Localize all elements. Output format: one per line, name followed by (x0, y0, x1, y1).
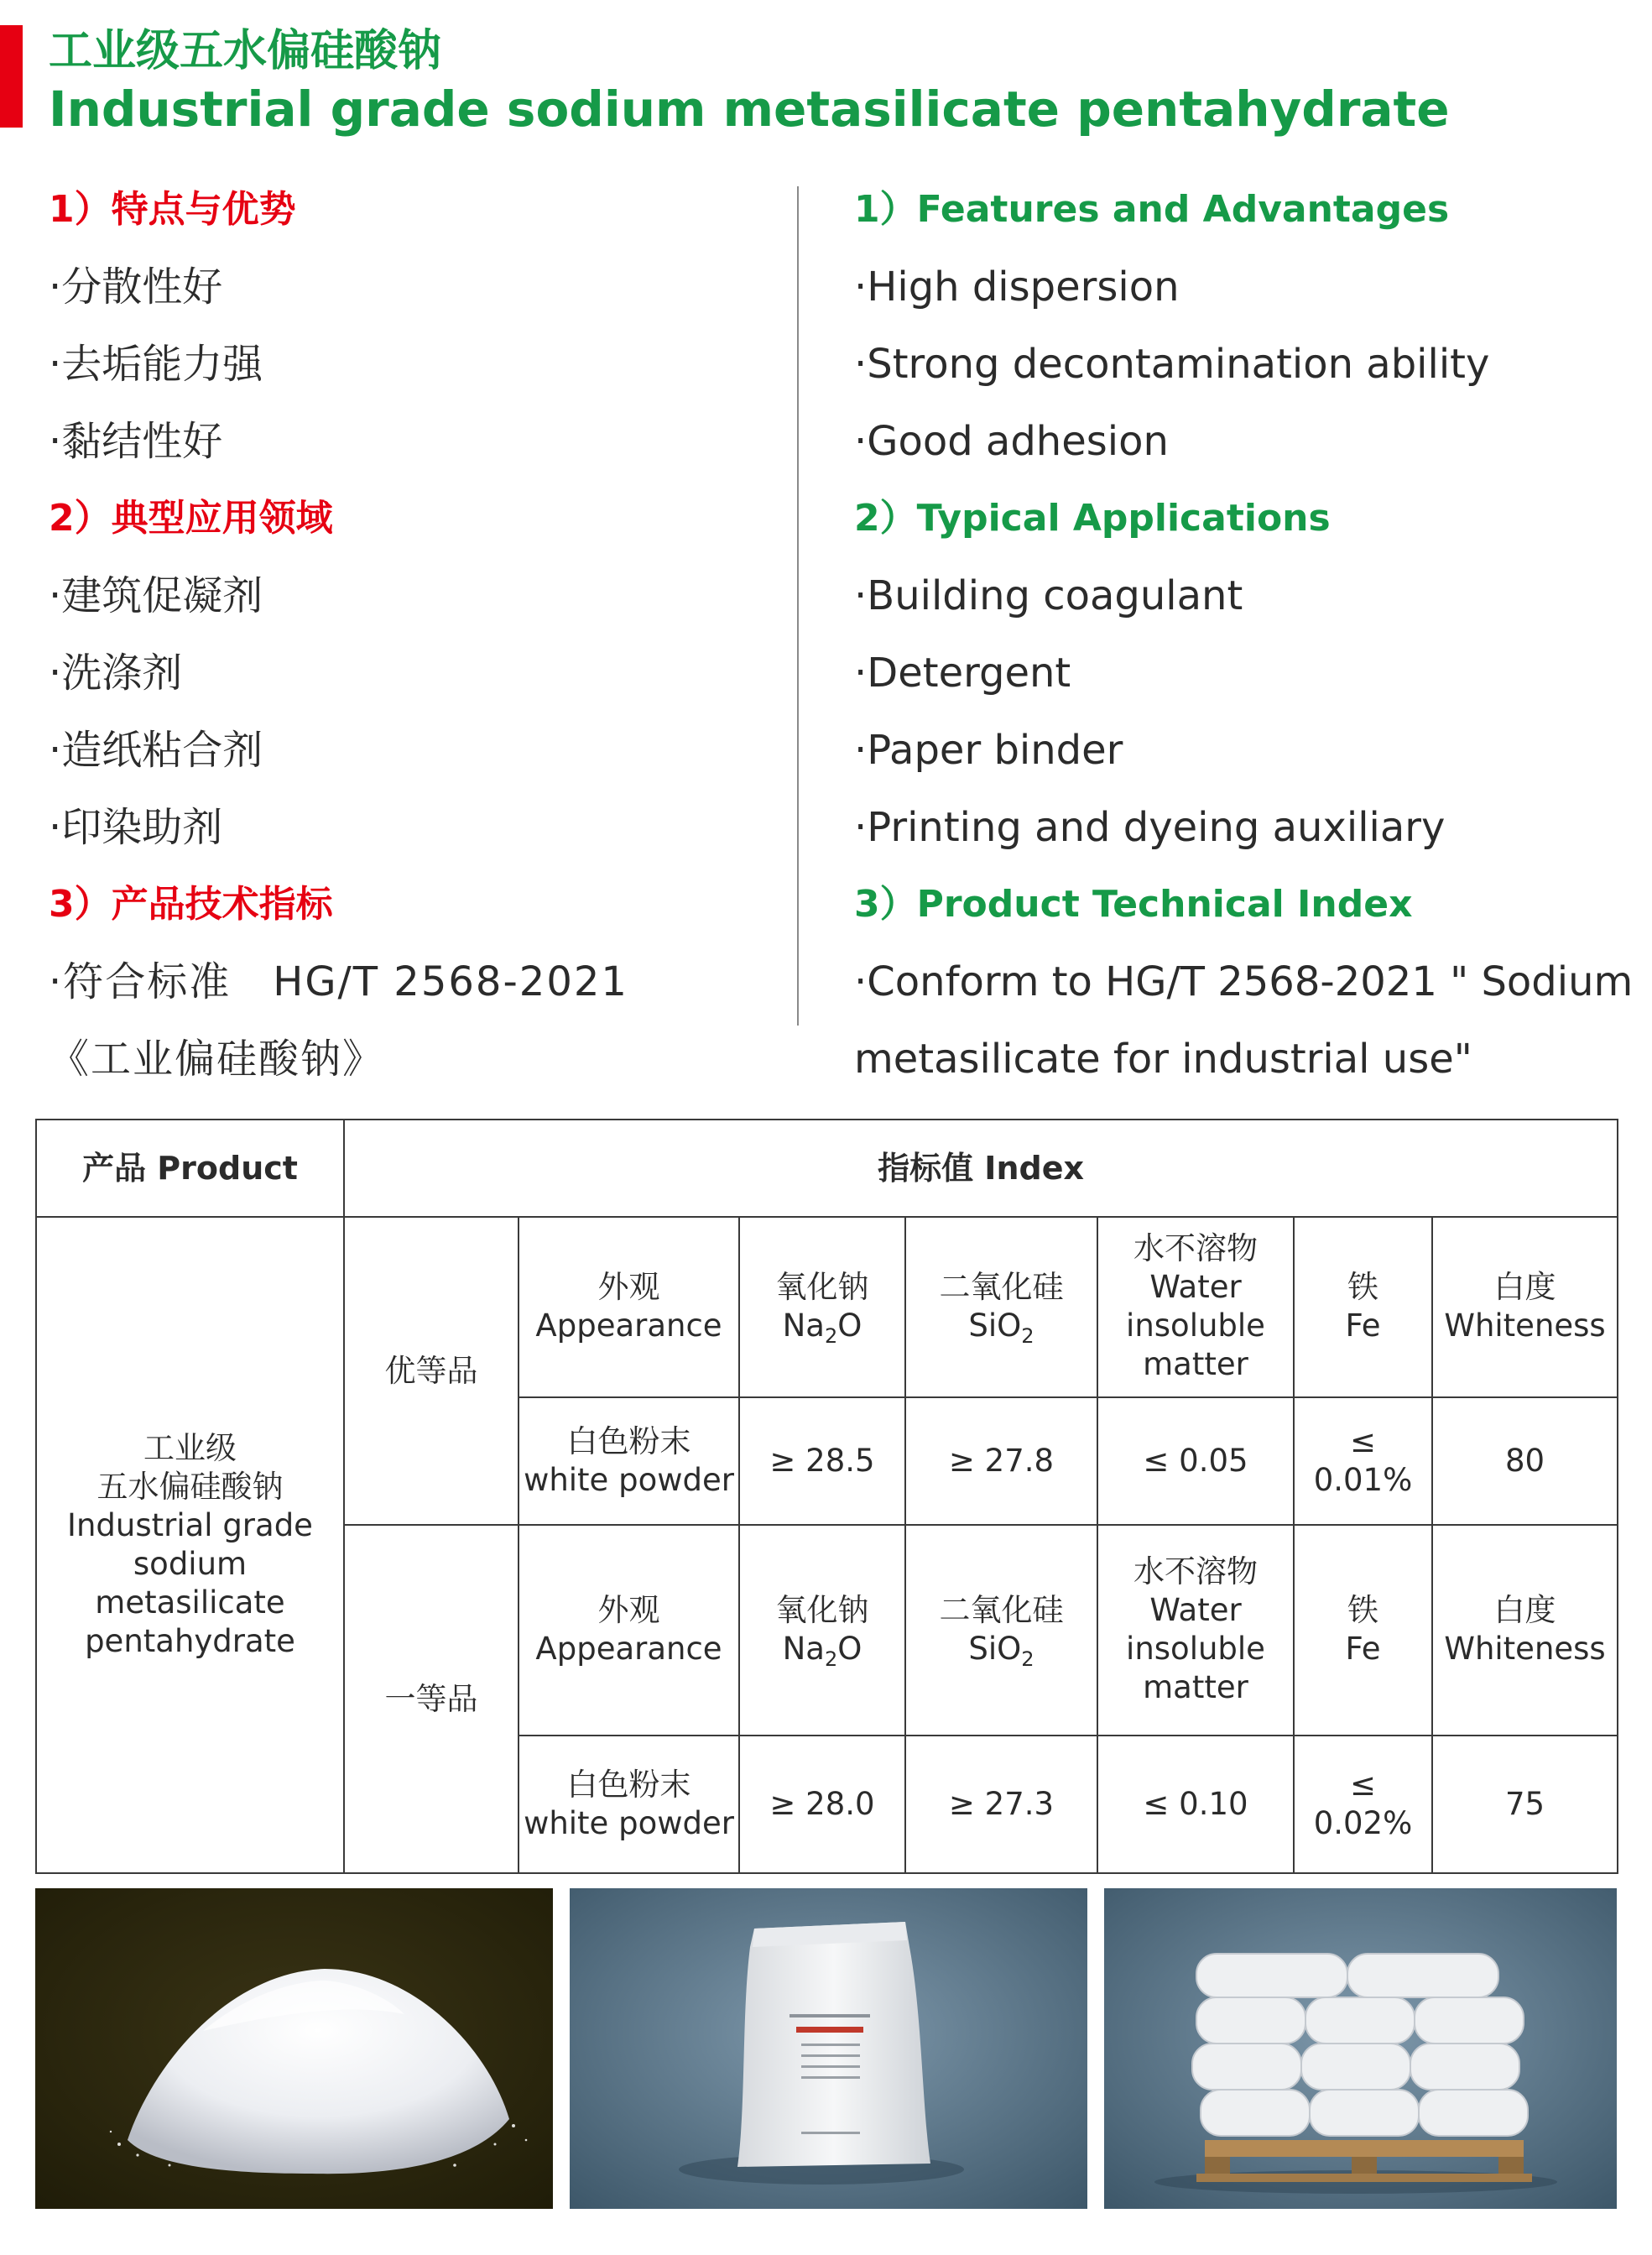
english-column (854, 178, 1634, 1098)
appearance-value (519, 1397, 739, 1525)
fe-value: ≤ 0.01% (1294, 1397, 1432, 1525)
sio2-formula (909, 1307, 1093, 1349)
sio2-header-cn: 二氧化硅 (939, 1269, 1064, 1306)
powder-photo (35, 1888, 553, 2209)
water-insoluble-header (1097, 1217, 1294, 1396)
whiteness-header-cn: 白度 (1493, 1592, 1556, 1629)
whiteness-value: 80 (1432, 1397, 1618, 1525)
product-name-line: 五水偏硅酸钠 (96, 1469, 284, 1506)
water-header-cn: 水不溶物 (1133, 1553, 1258, 1590)
whiteness-header (1432, 1525, 1618, 1736)
appearance-value (519, 1736, 739, 1873)
product-name-line: 工业级 (143, 1430, 237, 1467)
application-item-cn: ·建筑促凝剂 (49, 572, 263, 619)
fe-header (1294, 1525, 1432, 1736)
index-heading-en: 3）Product Technical Index (854, 883, 1413, 926)
appearance-value-cn: 白色粉末 (566, 1766, 691, 1803)
formula-tail: O (837, 1631, 862, 1668)
water-insoluble-value: ≤ 0.05 (1097, 1397, 1294, 1525)
feature-item-en: ·High dispersion (854, 264, 1180, 311)
appearance-value-cn: 白色粉末 (566, 1422, 691, 1459)
application-item-cn: ·造纸粘合剂 (49, 727, 263, 774)
water-insoluble-value: ≤ 0.10 (1097, 1736, 1294, 1873)
na2o-formula (743, 1630, 901, 1672)
fe-header-en: Fe (1345, 1308, 1381, 1344)
water-header-cn: 水不溶物 (1133, 1230, 1258, 1267)
features-heading-en: 1）Features and Advantages (854, 188, 1450, 231)
page-title-cn: 工业级五水偏硅酸钠 (49, 26, 442, 76)
application-item-cn: ·洗涤剂 (49, 650, 183, 697)
index-heading-cn: 3）产品技术指标 (49, 883, 333, 926)
feature-item-cn: ·黏结性好 (49, 418, 223, 465)
product-name-line: pentahydrate (85, 1623, 295, 1660)
na2o-value: ≥ 28.5 (739, 1397, 905, 1525)
grade-cell: 优等品 (344, 1217, 519, 1525)
page-title-en: Industrial grade sodium metasilicate pentahydrate (49, 81, 1450, 138)
fe-header (1294, 1217, 1432, 1396)
sio2-value: ≥ 27.3 (905, 1736, 1097, 1873)
na2o-header (739, 1525, 905, 1736)
appearance-value-en: white powder (524, 1461, 734, 1498)
appearance-header-cn: 外观 (597, 1592, 660, 1629)
water-header-en: insoluble (1126, 1308, 1265, 1344)
product-bag-image (570, 1888, 1087, 2209)
accent-bar (0, 25, 23, 128)
applications-heading-cn: 2）典型应用领域 (49, 497, 333, 540)
whiteness-header-en: Whiteness (1444, 1631, 1606, 1668)
pallet-bags-image (1104, 1888, 1617, 2209)
appearance-value-en: white powder (524, 1804, 734, 1841)
feature-item-en: ·Good adhesion (854, 418, 1169, 465)
formula-subscript: 2 (824, 1647, 838, 1672)
water-header-en: matter (1143, 1346, 1248, 1383)
formula-base: Na (782, 1631, 825, 1668)
formula-subscript: 2 (1021, 1324, 1034, 1349)
product-name-line: sodium metasilicate (95, 1546, 285, 1621)
na2o-value: ≥ 28.0 (739, 1736, 905, 1873)
na2o-header-cn: 氧化钠 (775, 1592, 869, 1629)
feature-item-en: ·Strong decontamination ability (854, 341, 1490, 388)
fe-value: ≤ 0.02% (1294, 1736, 1432, 1873)
water-header-en: matter (1143, 1669, 1248, 1706)
fe-header-cn: 铁 (1347, 1592, 1378, 1629)
bag-photo (570, 1888, 1087, 2209)
formula-base: Na (782, 1308, 825, 1344)
formula-base: SiO (968, 1631, 1022, 1668)
formula-tail: O (837, 1308, 862, 1344)
sio2-formula (909, 1630, 1093, 1672)
chinese-column (49, 178, 753, 1098)
water-header-en: Water (1149, 1592, 1242, 1629)
appearance-header-en: Appearance (535, 1308, 722, 1344)
column-divider (797, 186, 799, 1026)
formula-base: SiO (968, 1308, 1022, 1344)
features-heading-cn: 1）特点与优势 (49, 188, 296, 231)
water-insoluble-header (1097, 1525, 1294, 1736)
appearance-header (519, 1525, 739, 1736)
pallet-photo (1104, 1888, 1617, 2209)
application-item-cn: ·印染助剂 (49, 804, 223, 851)
sio2-value: ≥ 27.8 (905, 1397, 1097, 1525)
powder-pile-image (35, 1888, 553, 2209)
na2o-header-cn: 氧化钠 (775, 1269, 869, 1306)
product-name-line: Industrial grade (67, 1507, 313, 1544)
application-item-en: ·Paper binder (854, 727, 1123, 774)
na2o-header (739, 1217, 905, 1396)
water-header-en: insoluble (1126, 1631, 1265, 1668)
sio2-header (905, 1217, 1097, 1396)
application-item-en: ·Printing and dyeing auxiliary (854, 804, 1446, 851)
formula-subscript: 2 (824, 1324, 838, 1349)
sio2-header (905, 1525, 1097, 1736)
sio2-header-cn: 二氧化硅 (939, 1592, 1064, 1629)
feature-item-cn: ·分散性好 (49, 264, 223, 311)
appearance-header-en: Appearance (535, 1631, 722, 1668)
fe-header-en: Fe (1345, 1631, 1381, 1668)
na2o-formula (743, 1307, 901, 1349)
standard-text-cn: ·符合标准 HG/T 2568-2021 《工业偏硅酸钠》 (49, 958, 628, 1083)
feature-item-cn: ·去垢能力强 (49, 341, 263, 388)
applications-heading-en: 2）Typical Applications (854, 497, 1331, 540)
whiteness-header (1432, 1217, 1618, 1396)
index-header-cell: 指标值 Index (344, 1120, 1618, 1217)
standard-text-en: ·Conform to HG/T 2568-2021 " Sodium metasilicate for industrial use" (854, 958, 1634, 1083)
whiteness-header-en: Whiteness (1444, 1308, 1606, 1344)
formula-subscript: 2 (1021, 1647, 1034, 1672)
appearance-header-cn: 外观 (597, 1269, 660, 1306)
product-name-cell (36, 1217, 344, 1873)
appearance-header (519, 1217, 739, 1396)
fe-header-cn: 铁 (1347, 1269, 1378, 1306)
spec-table (35, 1119, 1618, 1874)
grade-cell: 一等品 (344, 1525, 519, 1873)
application-item-en: ·Detergent (854, 650, 1071, 697)
application-item-en: ·Building coagulant (854, 572, 1243, 619)
whiteness-value: 75 (1432, 1736, 1618, 1873)
water-header-en: Water (1149, 1269, 1242, 1306)
product-header-cell: 产品 Product (36, 1120, 344, 1217)
whiteness-header-cn: 白度 (1493, 1269, 1556, 1306)
